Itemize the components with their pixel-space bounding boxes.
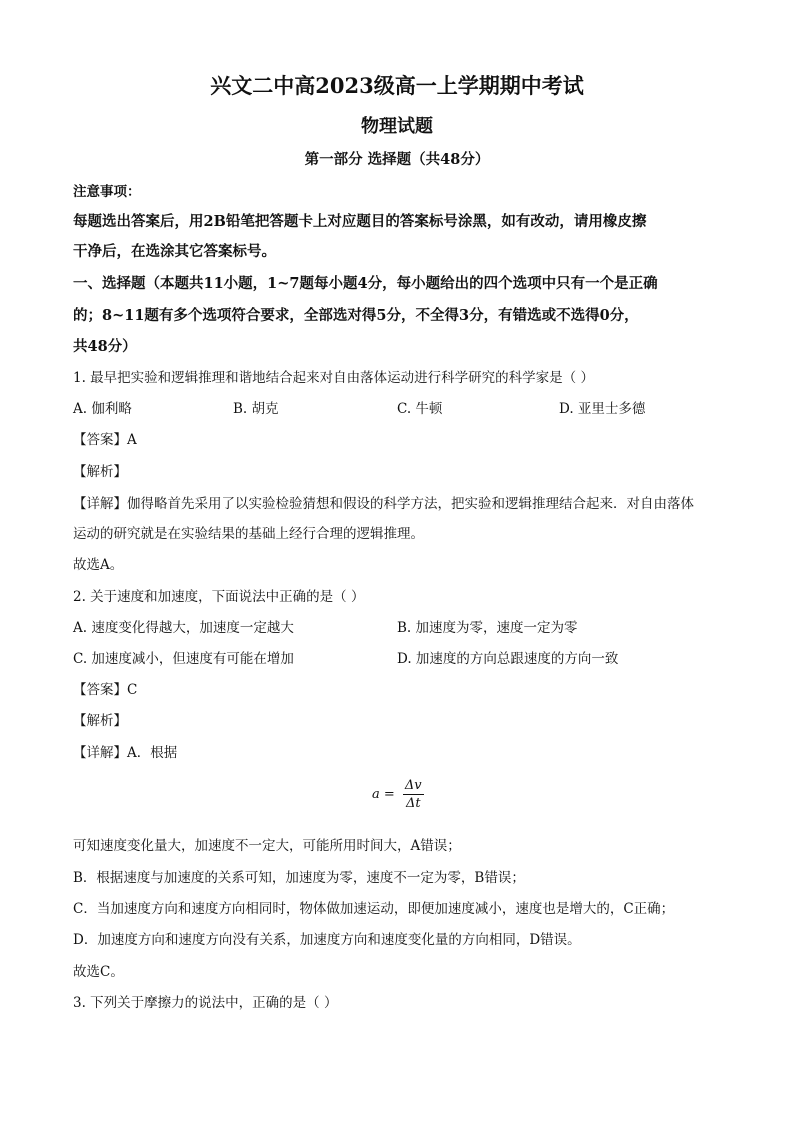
question-3-stem: 3. 下列关于摩擦力的说法中，正确的是（ ） (73, 995, 338, 1011)
formula-numerator: Δv (404, 778, 422, 793)
question-1-option-d: D. 亚里士多德 (559, 401, 646, 417)
question-2-option-d: D. 加速度的方向总跟速度的方向一致 (397, 651, 619, 667)
exam-title: 兴文二中高2023级高一上学期期中考试 (210, 73, 584, 98)
formula-denominator: Δt (405, 796, 421, 811)
question-1-conclusion: 故选A。 (73, 557, 124, 573)
notes-line-1: 每题选出答案后，用2B铅笔把答题卡上对应题目的答案标号涂黑，如有改动，请用橡皮擦 (73, 213, 647, 230)
exam-subtitle: 物理试题 (361, 116, 433, 137)
section-instructions-line-1: 一、选择题（本题共11小题，1~7题每小题4分，每小题给出的四个选项中只有一个是正确 (73, 275, 658, 292)
question-1-detail-line-1: 【详解】伽得略首先采用了以实验检验猜想和假设的科学方法，把实验和逻辑推理结合起来．对自由落体 (73, 496, 694, 512)
part-heading: 第一部分 选择题（共48分） (304, 151, 490, 168)
question-2-detail-line-4: D．加速度方向和速度方向没有关系，加速度方向和速度变化量的方向相同，D错误。 (73, 932, 581, 948)
question-1-option-a: A. 伽利略 (73, 401, 132, 417)
question-2-option-c: C. 加速度减小，但速度有可能在增加 (73, 651, 294, 667)
question-2-detail-line-2: B．根据速度与加速度的关系可知，加速度为零，速度不一定为零，B错误； (73, 870, 525, 886)
notes-heading: 注意事项： (73, 184, 141, 200)
notes-line-2: 干净后，在选涂其它答案标号。 (73, 243, 276, 260)
question-1-option-b: B. 胡克 (233, 401, 279, 417)
question-2-option-b: B. 加速度为零，速度一定为零 (397, 620, 578, 636)
question-2-detail-intro: 【详解】A．根据 (73, 745, 178, 761)
formula-fraction (403, 778, 424, 811)
section-instructions-line-2: 的；8~11题有多个选项符合要求，全部选对得5分，不全得3分，有错选或不选得0分， (73, 307, 639, 324)
question-1-stem: 1. 最早把实验和逻辑推理和谐地结合起来对自由落体运动进行科学研究的科学家是（ ） (73, 370, 594, 386)
question-1-detail-line-2: 运动的研究就是在实验结果的基础上经行合理的逻辑推理。 (73, 526, 424, 542)
section-instructions-line-3: 共48分） (73, 338, 137, 355)
question-2-detail-line-1: 可知速度变化量大，加速度不一定大，可能所用时间大，A错误； (73, 838, 461, 854)
question-1-analysis-label: 【解析】 (73, 464, 127, 480)
question-2-conclusion: 故选C。 (73, 964, 124, 980)
question-1-answer: 【答案】A (73, 432, 137, 448)
question-2-option-a: A. 速度变化得越大，加速度一定越大 (73, 620, 294, 636)
question-2-stem: 2. 关于速度和加速度，下面说法中正确的是（ ） (73, 589, 365, 605)
question-1-option-c: C. 牛顿 (397, 401, 443, 417)
question-2-analysis-label: 【解析】 (73, 713, 127, 729)
question-2-answer: 【答案】C (73, 682, 138, 698)
question-2-detail-line-3: C．当加速度方向和速度方向相同时，物体做加速运动，即便加速度减小，速度也是增大的，C正确； (73, 901, 675, 917)
formula-lhs: a = (372, 787, 395, 802)
acceleration-formula (372, 778, 424, 811)
